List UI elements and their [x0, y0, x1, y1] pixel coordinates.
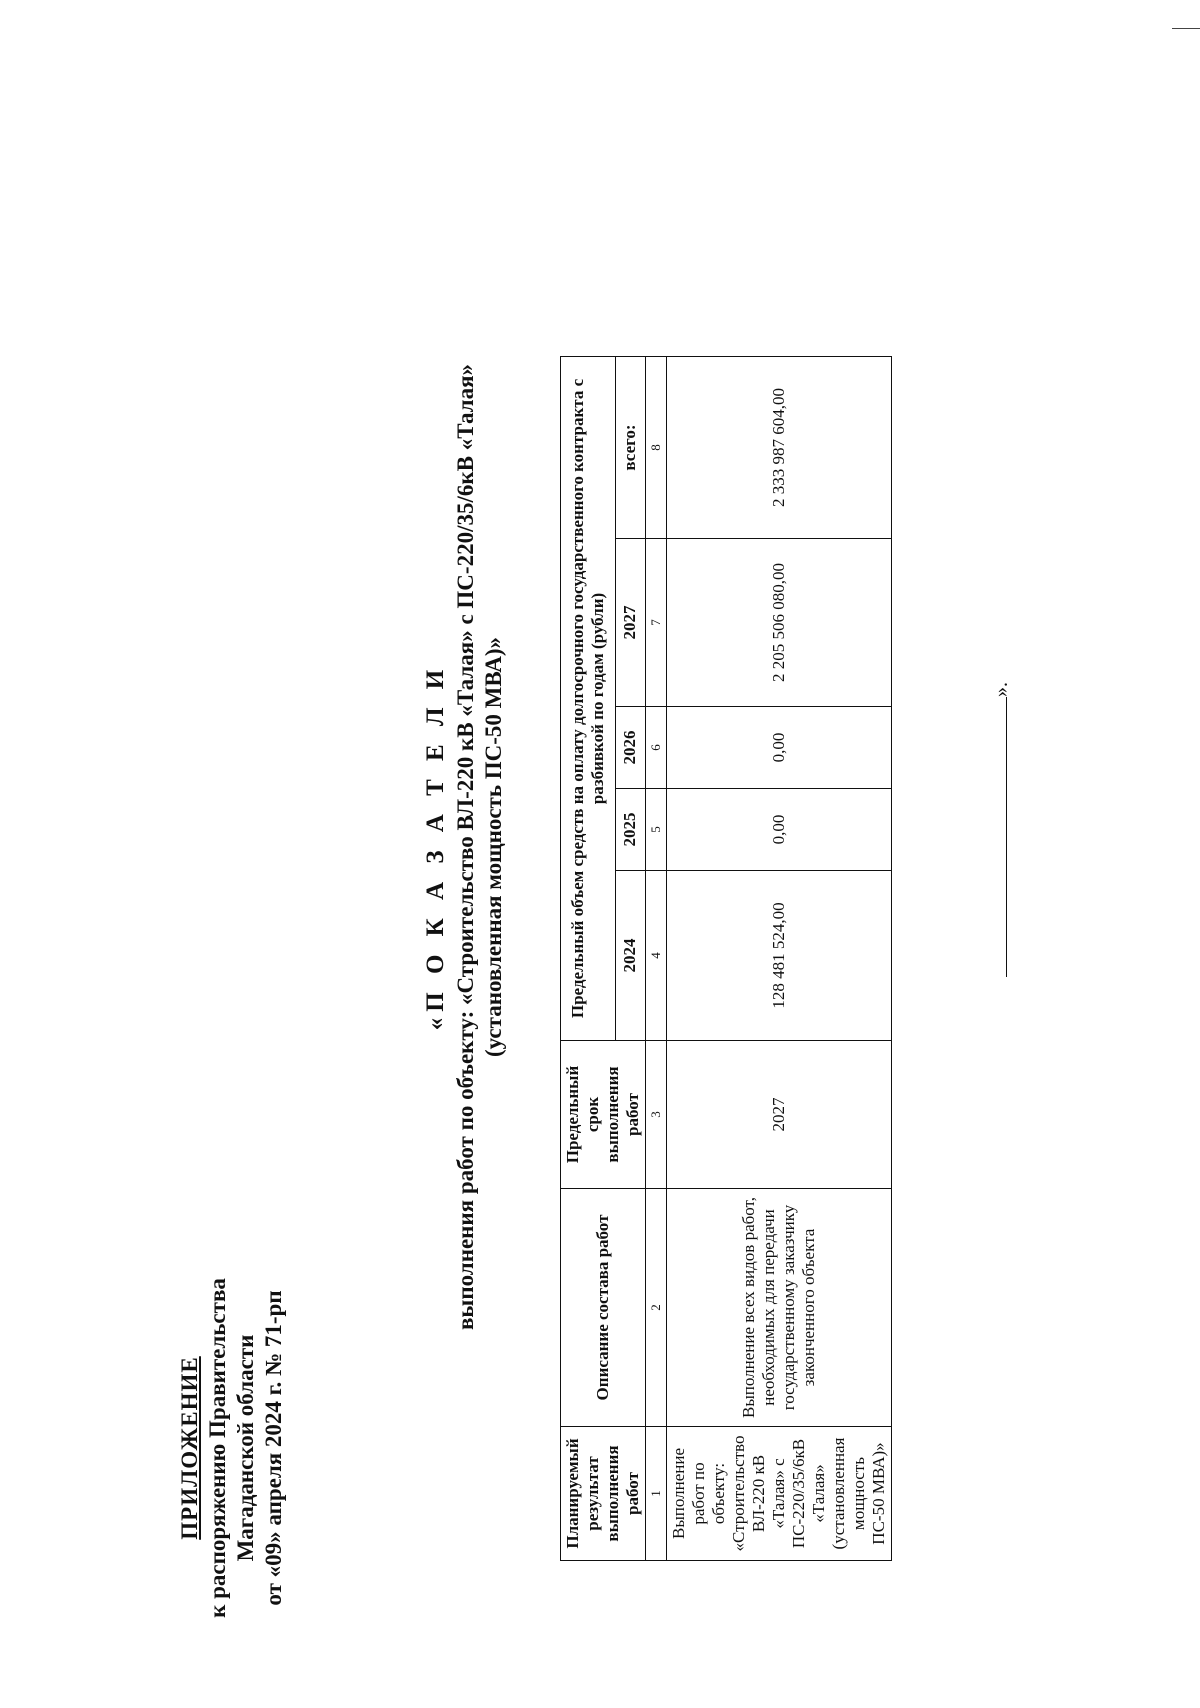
- header-description: Описание состава работ: [561, 1189, 646, 1427]
- column-number: 7: [646, 539, 667, 707]
- document-title: «П О К А З А Т Е Л И: [422, 663, 449, 1031]
- appendix-line-2: Магаданской области: [233, 1334, 258, 1562]
- cell-2025: 0,00: [667, 789, 892, 871]
- header-total: всего:: [615, 357, 645, 539]
- document-subtitle-line-1: выполнения работ по объекту: «Строительство ВЛ-220 кВ «Талая» с ПС-220/35/6кВ «Талая»: [453, 363, 478, 1331]
- document-heading: [420, 197, 508, 1497]
- cell-2027: 2 205 506 080,00: [667, 539, 892, 707]
- column-number: 2: [646, 1189, 667, 1427]
- cell-2026: 0,00: [667, 707, 892, 789]
- closing-quote: ».: [990, 682, 1012, 697]
- appendix-line-1: к распоряжению Правительства: [205, 1278, 230, 1618]
- column-number: 1: [646, 1427, 667, 1561]
- column-number: 3: [646, 1041, 667, 1189]
- header-deadline: Предельный срок выполнения работ: [561, 1041, 646, 1189]
- appendix-line-3: от «09» апреля 2024 г. № 71-рп: [261, 1290, 286, 1606]
- cell-result: Выполнение работ по объекту: «Строительство ВЛ-220 кВ «Талая» с ПС-220/35/6кВ «Талая» (установленная мощность ПС-50 МВА)»: [667, 1427, 892, 1561]
- cell-description: Выполнение всех видов работ, необходимых для передачи государственному заказчику законченного объекта: [667, 1189, 892, 1427]
- cell-total: 2 333 987 604,00: [667, 357, 892, 539]
- column-number-row: [646, 357, 667, 1561]
- closing-mark: [990, 682, 1013, 977]
- cell-deadline: 2027: [667, 1041, 892, 1189]
- closing-rule: [992, 697, 1007, 977]
- header-year-2026: 2026: [615, 707, 645, 789]
- appendix-label: ПРИЛОЖЕНИЕ: [177, 1356, 202, 1540]
- appendix-block: [176, 1188, 288, 1708]
- document-subtitle-line-2: (установленная мощность ПС-50 МВА)»: [481, 636, 506, 1058]
- indicators-table: [560, 356, 892, 1561]
- header-year-2024: 2024: [615, 871, 645, 1041]
- header-funding: Предельный объем средств на оплату долгосрочного государственного контракта с разбивкой по годам (рубли): [561, 357, 616, 1041]
- column-number: 6: [646, 707, 667, 789]
- header-year-2027: 2027: [615, 539, 645, 707]
- header-result: Планируемый результат выполнения работ: [561, 1427, 646, 1561]
- table-row: [667, 357, 892, 1561]
- column-number: 8: [646, 357, 667, 539]
- column-number: 5: [646, 789, 667, 871]
- column-number: 4: [646, 871, 667, 1041]
- header-year-2025: 2025: [615, 789, 645, 871]
- cell-2024: 128 481 524,00: [667, 871, 892, 1041]
